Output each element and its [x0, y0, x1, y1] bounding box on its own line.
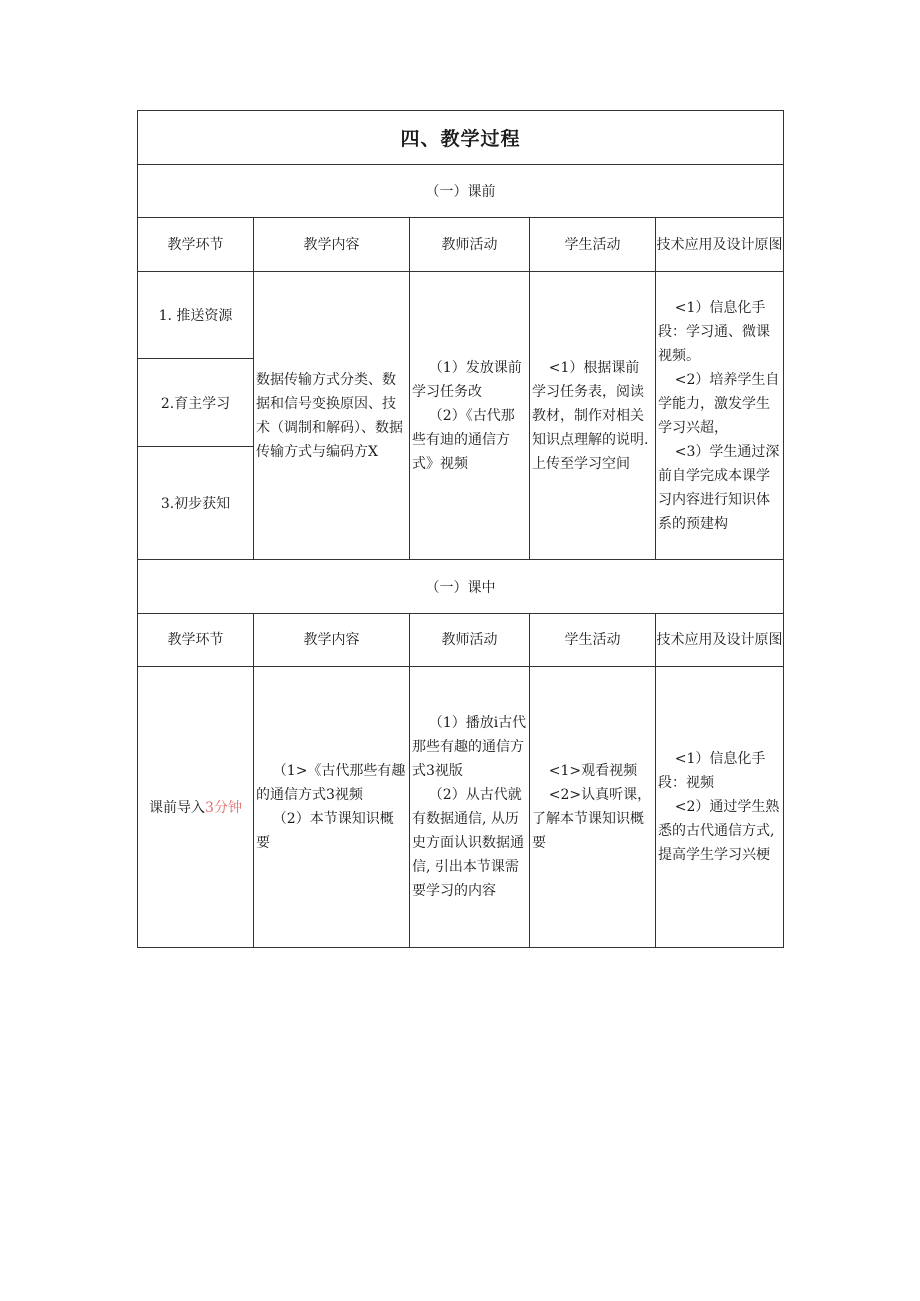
section-in-class: （一）课中 [138, 560, 784, 614]
in-class-teacher [410, 667, 530, 948]
section-pre-class: （一）课前 [138, 165, 784, 218]
pre-class-content [254, 272, 410, 560]
in-class-student [530, 667, 656, 948]
in-class-student-item: <1>观看视频 [548, 763, 638, 779]
header-tech-application: 技术应用及设计原图 [656, 614, 784, 667]
in-class-tech [656, 667, 784, 948]
header-tech-application: 技术应用及设计原图 [656, 218, 784, 272]
header-teacher-activity: 教师活动 [410, 614, 530, 667]
step-push-resources: 1. 推送资源 [138, 272, 254, 359]
step-lesson-intro [138, 667, 254, 948]
page-title: 四、教学过程 [138, 111, 784, 165]
pre-class-teacher-item: （1）发放课前学习任务改 [412, 359, 522, 400]
teaching-process-table [137, 110, 784, 948]
pre-class-student [530, 272, 656, 560]
step-initial-knowledge: 3.初步获知 [138, 447, 254, 560]
header-student-activity: 学生活动 [530, 614, 656, 667]
in-class-content-item: （2）本节课知识概要 [256, 811, 394, 851]
header-teaching-content: 教学内容 [254, 218, 410, 272]
step-lesson-intro-time: 3分钟 [205, 800, 242, 816]
pre-class-student-item: <1）根据课前学习任务表，阅读教材，制作对相关知识点理解的说明.上传至学习空间 [532, 359, 649, 472]
pre-class-teacher-item: （2）《古代那些有迪的通信方式》视频 [412, 407, 515, 472]
pre-class-content-text: 数据传输方式分类、数据和信号变换原因、技术（调制和解码）、数据传输方式与编码方X [256, 371, 403, 460]
in-class-content [254, 667, 410, 948]
in-class-student-item: <2>认真听课，了解本节课知识概要 [532, 787, 652, 851]
header-teaching-step: 教学环节 [138, 218, 254, 272]
header-teaching-content: 教学内容 [254, 614, 410, 667]
pre-class-tech-item: <1）信息化手段：学习通、微课视频。 [658, 299, 770, 364]
in-class-content-item: （1>《古代那些有趣的通信方式3视频 [256, 763, 406, 803]
header-student-activity: 学生活动 [530, 218, 656, 272]
in-class-tech-item: <2）通过学生熟悉的古代通信方式, 提高学生学习兴梗 [658, 799, 780, 863]
in-class-tech-item: <1）信息化手段：视频 [658, 751, 766, 791]
in-class-teacher-item: （2）从古代就有数据通信, 从历史方面认识数据通信, 引出本节课需要学习的内容 [412, 787, 524, 899]
header-teacher-activity: 教师活动 [410, 218, 530, 272]
in-class-teacher-item: （1）播放i古代那些有趣的通信方式3视版 [412, 715, 527, 779]
step-self-study: 2.育主学习 [138, 359, 254, 447]
header-teaching-step: 教学环节 [138, 614, 254, 667]
step-lesson-intro-label: 课前导入 [149, 800, 206, 816]
pre-class-tech-item: <2）培养学生自学能力，激发学生学习兴超， [658, 371, 780, 436]
pre-class-tech [656, 272, 784, 560]
pre-class-teacher [410, 272, 530, 560]
pre-class-tech-item: <3）学生通过深前自学完成本课学习内容进行知识体系的预建构 [658, 443, 780, 532]
